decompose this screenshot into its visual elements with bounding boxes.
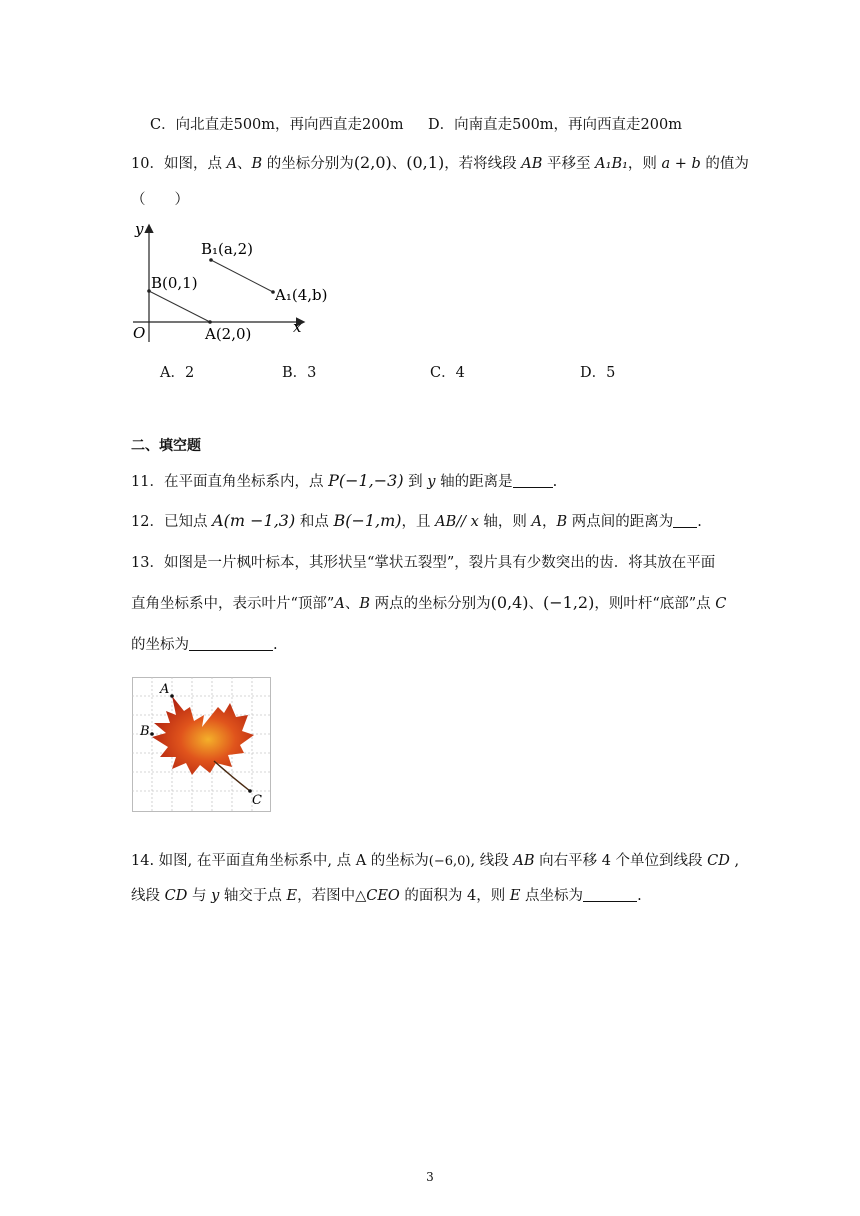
segment-ab bbox=[149, 291, 210, 322]
q11-answer-blank bbox=[513, 473, 553, 488]
point-b bbox=[150, 732, 154, 736]
point-b-label: B bbox=[140, 724, 150, 739]
q13-maple-leaf-figure bbox=[132, 677, 272, 813]
page-number: 3 bbox=[426, 1170, 434, 1184]
q14-line2: 线段 CD 与 y 轴交于点 E，若图中△CEO 的面积为 4，则 E 点坐标为 . bbox=[131, 888, 642, 904]
q10-stem: 10．如图，点 A、B 的坐标分别为(2,0)、(0,1)，若将线段 AB 平移至 A₁B₁，则 a + b 的值为 bbox=[131, 153, 749, 172]
point-b1 bbox=[209, 258, 213, 262]
point-a1-label: A₁(4,b) bbox=[275, 286, 328, 304]
q13-answer-blank bbox=[189, 636, 273, 651]
q10-option-b: B．3 bbox=[282, 365, 317, 381]
q13-line2: 直角坐标系中，表示叶片“顶部”A、B 两点的坐标分别为(0,4)、(−1,2)，则叶杆“底部”点 C bbox=[131, 593, 727, 612]
q11-stem: 11．在平面直角坐标系内，点 P(−1,−3) 到 y 轴的距离是 . bbox=[131, 471, 558, 490]
q12-answer-blank bbox=[673, 513, 697, 528]
point-a bbox=[170, 694, 174, 698]
q13-line1: 13．如图是一片枫叶标本，其形状呈“掌状五裂型”，裂片具有少数突出的齿．将其放在平面 bbox=[131, 555, 716, 571]
y-axis-label: y bbox=[135, 220, 144, 238]
point-a-label: A(2,0) bbox=[205, 325, 252, 343]
q10-option-a: A．2 bbox=[160, 365, 195, 381]
origin-label: O bbox=[133, 324, 146, 342]
q12-stem: 12．已知点 A(m −1,3) 和点 B(−1,m)，且 AB// x 轴，则 A，B 两点间的距离为 . bbox=[131, 511, 702, 530]
q9-option-d: D．向南直走500m，再向西直走200m bbox=[428, 117, 682, 133]
q10-option-d: D．5 bbox=[580, 365, 616, 381]
point-b1-label: B₁(a,2) bbox=[201, 240, 253, 258]
point-a-label: A bbox=[160, 682, 170, 697]
point-b-label: B(0,1) bbox=[151, 274, 198, 292]
point-a bbox=[208, 320, 212, 324]
q9-option-c: C．向北直走500m，再向西直走200m bbox=[150, 117, 404, 133]
q10-paren: （ ） bbox=[131, 192, 189, 208]
q14-answer-blank bbox=[583, 887, 637, 902]
q10-coordinate-figure bbox=[125, 218, 328, 346]
q13-line3: 的坐标为 . bbox=[131, 637, 278, 653]
q14-line1: 14. 如图, 在平面直角坐标系中, 点 A 的坐标为(−6,0), 线段 AB 向右平移 4 个单位到线段 CD , bbox=[131, 853, 740, 869]
q10-option-c: C．4 bbox=[430, 365, 465, 381]
section-title: 二、填空题 bbox=[131, 438, 201, 454]
point-c-label: C bbox=[252, 793, 262, 808]
segment-a1b1 bbox=[211, 260, 273, 292]
x-axis-label: x bbox=[293, 318, 302, 336]
